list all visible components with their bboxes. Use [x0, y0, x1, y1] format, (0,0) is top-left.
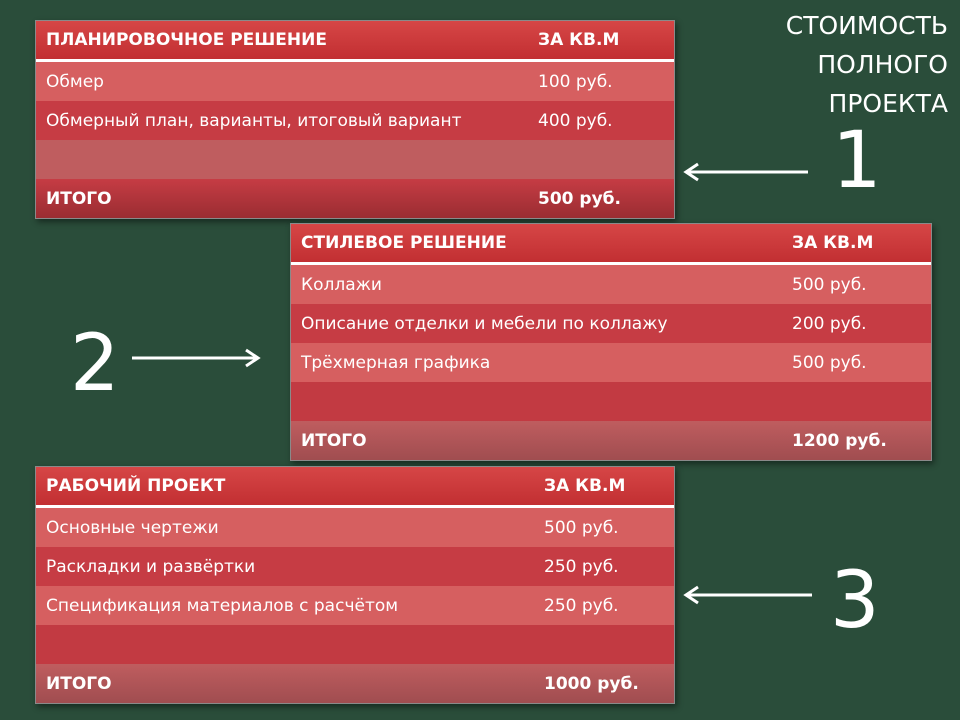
planning-table — [35, 20, 675, 219]
total-label: ИТОГО — [46, 673, 112, 694]
row-name: Обмерный план, варианты, итоговый вариант — [46, 110, 462, 131]
table-total — [36, 664, 674, 703]
title-line: СТОИМОСТЬ — [785, 11, 948, 40]
row-price: 100 руб. — [538, 71, 613, 92]
total-label: ИТОГО — [301, 430, 367, 451]
step-number: 2 — [70, 319, 120, 409]
row-name: Спецификация материалов с расчётом — [46, 595, 399, 616]
total-price: 500 руб. — [538, 188, 621, 209]
total-price: 1200 руб. — [792, 430, 887, 451]
table-header — [291, 224, 931, 265]
working-project-table — [35, 466, 675, 704]
header-price: ЗА КВ.М — [544, 476, 626, 496]
header-price: ЗА КВ.М — [538, 30, 620, 50]
table-row — [36, 62, 674, 101]
row-price: 400 руб. — [538, 110, 613, 131]
table-header — [36, 21, 674, 62]
row-price: 500 руб. — [544, 517, 619, 538]
title-line: ПРОЕКТА — [828, 89, 948, 118]
row-name: Коллажи — [301, 274, 382, 295]
table-header — [36, 467, 674, 508]
table-row — [36, 508, 674, 547]
row-price: 500 руб. — [792, 352, 867, 373]
arrow-left-icon — [680, 583, 815, 607]
table-row — [291, 304, 931, 343]
table-row — [291, 265, 931, 304]
total-label: ИТОГО — [46, 188, 112, 209]
step-number: 1 — [832, 116, 882, 206]
row-name: Раскладки и развёртки — [46, 556, 256, 577]
table-total — [36, 179, 674, 218]
header-name: РАБОЧИЙ ПРОЕКТ — [46, 476, 226, 496]
table-row — [36, 101, 674, 140]
table-row-empty — [36, 625, 674, 664]
row-name: Трёхмерная графика — [301, 352, 491, 373]
table-total — [291, 421, 931, 460]
row-price: 250 руб. — [544, 556, 619, 577]
row-name: Основные чертежи — [46, 517, 219, 538]
style-table — [290, 223, 932, 461]
arrow-right-icon — [130, 346, 265, 370]
table-row — [291, 343, 931, 382]
table-row-empty — [36, 140, 674, 179]
header-name: СТИЛЕВОЕ РЕШЕНИЕ — [301, 233, 507, 253]
title-line: ПОЛНОГО — [817, 50, 948, 79]
table-row — [36, 547, 674, 586]
header-price: ЗА КВ.М — [792, 233, 874, 253]
step-number: 3 — [830, 556, 880, 646]
total-price: 1000 руб. — [544, 673, 639, 694]
slide-title — [728, 6, 948, 123]
table-row — [36, 586, 674, 625]
row-price: 200 руб. — [792, 313, 867, 334]
row-price: 500 руб. — [792, 274, 867, 295]
header-name: ПЛАНИРОВОЧНОЕ РЕШЕНИЕ — [46, 30, 327, 50]
row-name: Обмер — [46, 71, 104, 92]
table-row-empty — [291, 382, 931, 421]
arrow-left-icon — [680, 160, 810, 184]
row-name: Описание отделки и мебели по коллажу — [301, 313, 668, 334]
row-price: 250 руб. — [544, 595, 619, 616]
